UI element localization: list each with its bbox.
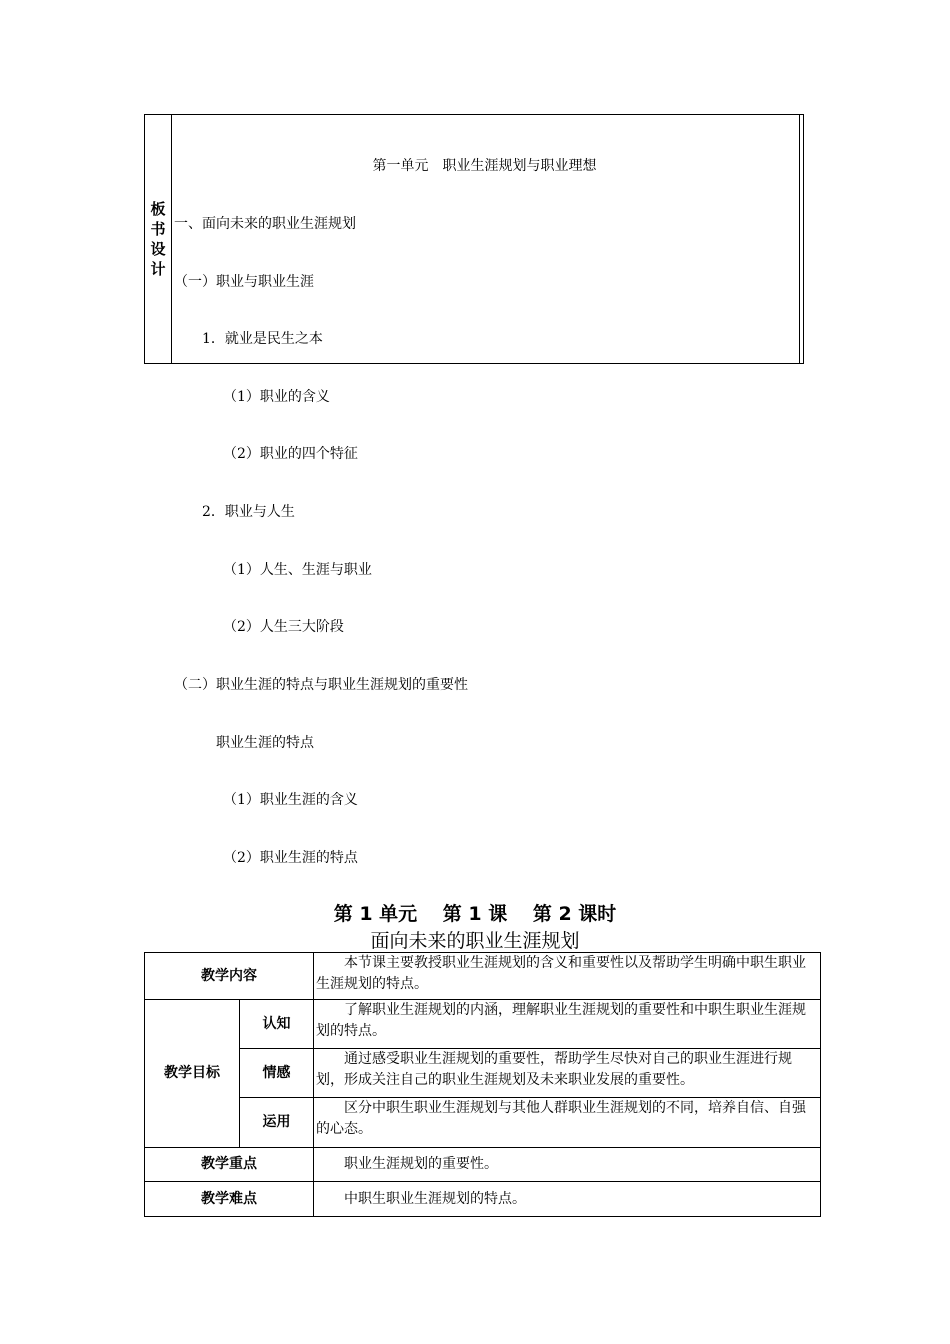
- board-line: （二）职业生涯的特点与职业生涯规划的重要性: [174, 676, 468, 693]
- goal-application-text: 区分中职生职业生涯规划与其他人群职业生涯规划的不同，培养自信、自强的心态。: [314, 1098, 821, 1148]
- board-line: 职业生涯的特点: [174, 734, 314, 751]
- goal-emotion-text: 通过感受职业生涯规划的重要性，帮助学生尽快对自己的职业生涯进行规划，形成关注自己的职业生涯规划及未来职业发展的重要性。: [314, 1049, 821, 1098]
- board-label: 板书设计: [150, 200, 166, 278]
- content-label: 教学内容: [145, 953, 314, 1000]
- board-line: （一）职业与职业生涯: [174, 273, 314, 290]
- teaching-plan-table: [144, 952, 821, 1217]
- board-line: （1）职业生涯的含义: [174, 792, 358, 809]
- board-line: 2．职业与人生: [174, 504, 295, 521]
- board-line: （2）人生三大阶段: [174, 619, 344, 636]
- difficulty-label: 教学难点: [145, 1182, 314, 1217]
- goal-cognition-text: 了解职业生涯规划的内涵，理解职业生涯规划的重要性和中职生职业生涯规划的特点。: [314, 1000, 821, 1049]
- board-line: 1．就业是民生之本: [174, 331, 323, 348]
- table-row: [145, 1182, 821, 1217]
- goals-label: 教学目标: [145, 1000, 240, 1148]
- goal-emotion-label: 情感: [240, 1049, 314, 1098]
- board-line: （2）职业的四个特征: [174, 446, 358, 463]
- content-text: 本节课主要教授职业生涯规划的含义和重要性以及帮助学生明确中职生职业生涯规划的特点。: [314, 953, 821, 1000]
- board-line: 一、面向未来的职业生涯规划: [174, 216, 356, 233]
- table-row: [145, 1148, 821, 1182]
- board-title: 第一单元 职业生涯规划与职业理想: [372, 158, 597, 175]
- board-content: [174, 119, 795, 906]
- key-point-label: 教学重点: [145, 1148, 314, 1182]
- board-line: （2）职业生涯的特点: [174, 849, 358, 866]
- board-design-table: [144, 114, 804, 866]
- board-right-rule: [799, 115, 800, 363]
- board-label-cell: [145, 115, 172, 363]
- table-row: [145, 953, 821, 1000]
- table-row: [145, 1049, 821, 1098]
- goal-cognition-label: 认知: [240, 1000, 314, 1049]
- board-line: （1）职业的含义: [174, 388, 330, 405]
- table-row: [145, 1000, 821, 1049]
- table-row: [145, 1098, 821, 1148]
- lesson-subheading: 面向未来的职业生涯规划: [370, 930, 580, 952]
- board-line: （1）人生、生涯与职业: [174, 561, 372, 578]
- key-point-text: 职业生涯规划的重要性。: [314, 1148, 821, 1182]
- lesson-heading: 第 1 单元 第 1 课 第 2 课时: [333, 903, 617, 925]
- goal-application-label: 运用: [240, 1098, 314, 1148]
- difficulty-text: 中职生职业生涯规划的特点。: [314, 1182, 821, 1217]
